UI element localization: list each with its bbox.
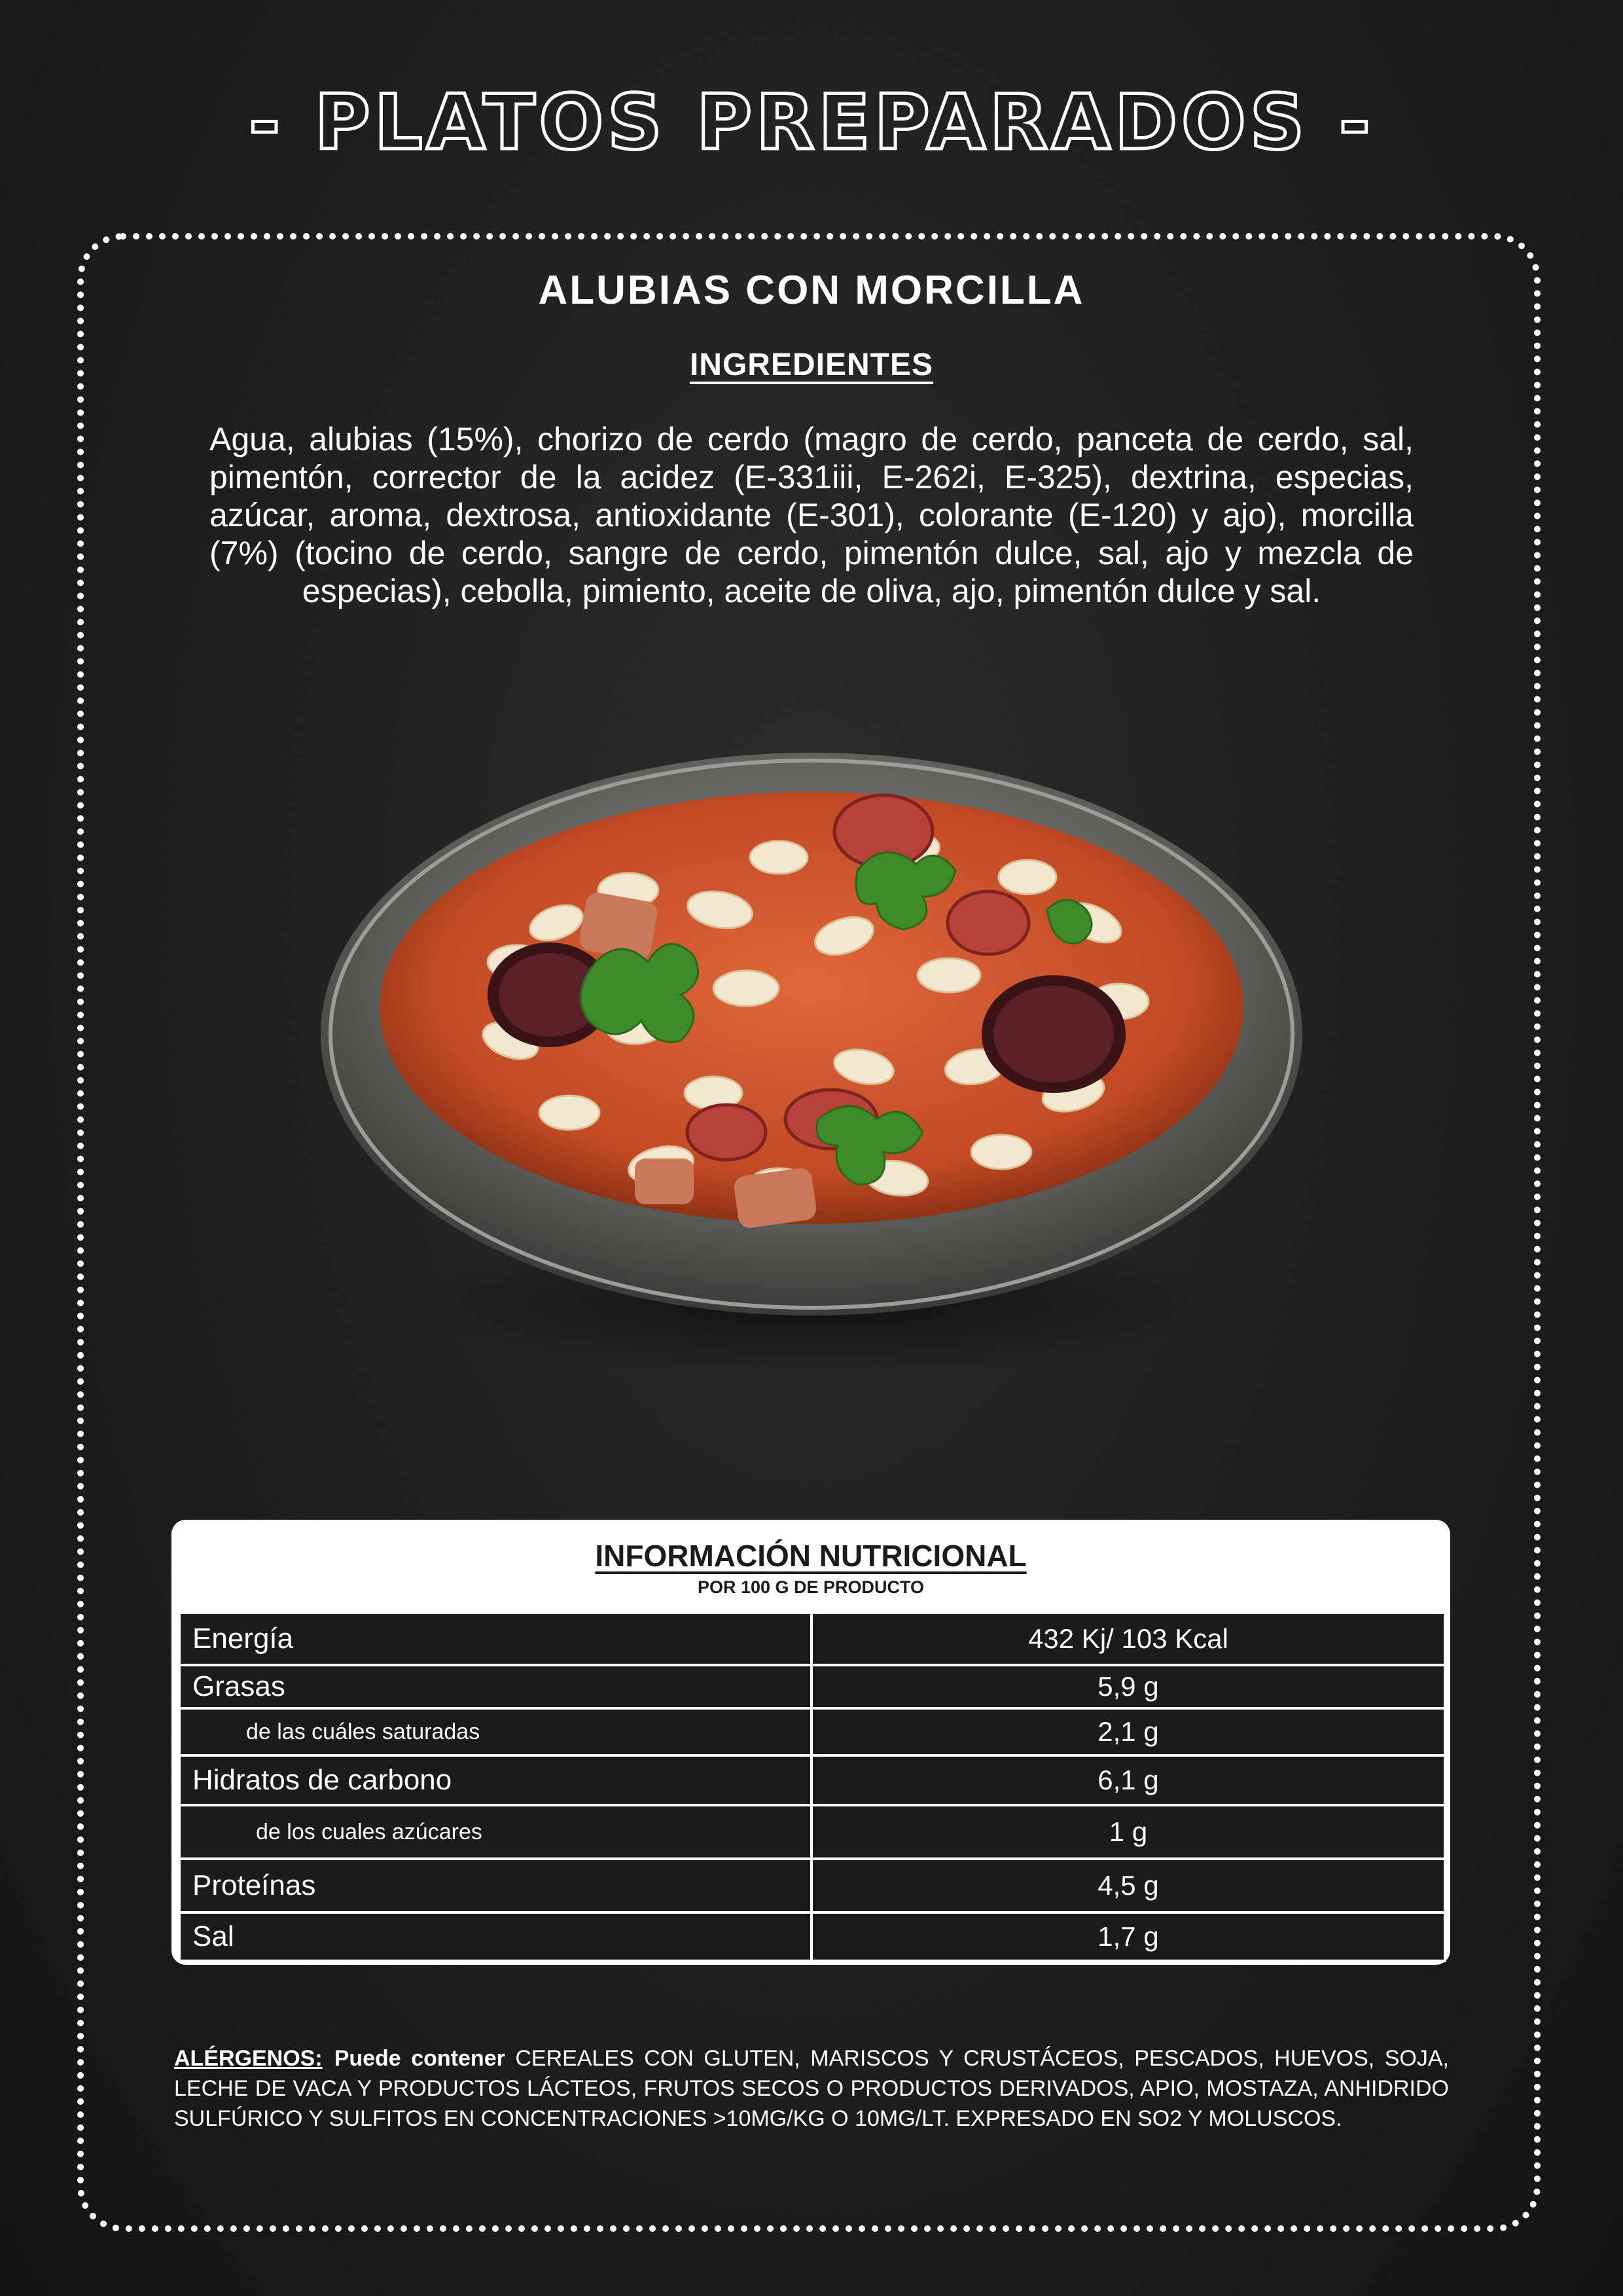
- nutrition-subtitle: POR 100 G DE PRODUCTO: [697, 1577, 925, 1597]
- page-title: - PLATOS PREPARADOS -: [249, 79, 1374, 167]
- nutrient-value: 4,5 g: [812, 1859, 1445, 1912]
- dish-title: ALUBIAS CON MORCILLA: [538, 268, 1085, 313]
- table-row: [179, 1665, 1445, 1708]
- ingredients-text: Agua, alubias (15%), chorizo de cerdo (magro de cerdo, panceta de cerdo, sal, pimentón, corrector de la acidez (E-331iii, E-262i, E-325), dextrina, especias, azúcar, aroma, dextrosa, antioxidante (E-301), colorante (E-120) y ajo), morcilla (7%) (tocino de cerdo, sangre de cerdo, pimentón dulce, sal, ajo y mezcla de especias), cebolla, pimiento, aceite de oliva, ajo, pimentón dulce y sal.: [209, 421, 1414, 609]
- nutrition-table: [178, 1611, 1446, 1962]
- nutrient-name: Hidratos de carbono: [179, 1755, 812, 1805]
- allergens-list: CEREALES CON GLUTEN, MARISCOS Y CRUSTÁCEOS, PESCADOS, HUEVOS, SOJA, LECHE DE VACA Y PRODUCTOS LÁCTEOS, FRUTOS SECOS O PRODUCTOS DERIVADOS, APIO, MOSTAZA, ANHIDRIDO SULFÚRICO Y SULFITOS EN CONCENTRACIONES >10MG/KG O 10MG/LT. EXPRESADO EN SO2 Y MOLUSCOS.: [174, 2046, 1449, 2131]
- nutrient-value: 1 g: [812, 1805, 1445, 1859]
- allergens-label: ALÉRGENOS:: [174, 2046, 323, 2071]
- nutrient-value: 5,9 g: [812, 1665, 1445, 1708]
- nutrient-name: Sal: [179, 1912, 812, 1961]
- allergens-may-contain: Puede contener: [334, 2046, 505, 2071]
- nutrient-value: 1,7 g: [812, 1912, 1445, 1961]
- nutrient-name: Grasas: [179, 1665, 812, 1708]
- nutrient-name: Proteínas: [179, 1859, 812, 1912]
- nutrient-value: 6,1 g: [812, 1755, 1445, 1805]
- nutrient-name: de los cuales azúcares: [179, 1805, 812, 1859]
- nutrition-title: INFORMACIÓN NUTRICIONAL: [595, 1539, 1027, 1573]
- table-row: [179, 1708, 1445, 1755]
- table-row: [179, 1859, 1445, 1912]
- table-row: [179, 1613, 1445, 1665]
- nutrient-value: 2,1 g: [812, 1708, 1445, 1755]
- table-row: [179, 1805, 1445, 1859]
- nutrient-name: de las cuáles saturadas: [179, 1708, 812, 1755]
- allergens-notice: [174, 2043, 1449, 2134]
- dish-photo: [321, 726, 1302, 1374]
- nutrient-name: Energía: [179, 1613, 812, 1665]
- nutrient-value: 432 Kj/ 103 Kcal: [812, 1613, 1445, 1665]
- table-row: [179, 1755, 1445, 1805]
- ingredients-heading: INGREDIENTES: [689, 348, 934, 382]
- nutrition-panel: [171, 1520, 1450, 1965]
- table-row: [179, 1912, 1445, 1961]
